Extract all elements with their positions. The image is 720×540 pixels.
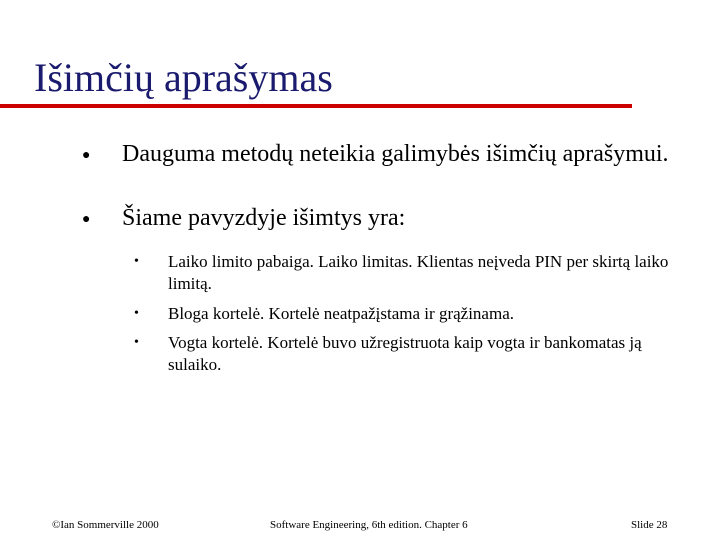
bullet-text: Dauguma metodų neteikia galimybės išimčių aprašymui. <box>122 141 669 167</box>
sub-bullet-text: Laiko limito pabaiga. Laiko limitas. Klientas neįveda PIN per skirtą laiko limitą. <box>168 252 669 293</box>
footer-copyright: ©Ian Sommerville 2000 <box>52 519 159 531</box>
bullet-text: Šiame pavyzdyje išimtys yra: <box>122 205 406 231</box>
footer-slide-number: Slide 28 <box>631 519 668 531</box>
sub-bullet-dot-icon: • <box>134 254 139 269</box>
slide-title: Išimčių aprašymas <box>34 55 333 100</box>
title-underline <box>0 104 632 108</box>
bullet-dot-icon: ● <box>82 212 91 227</box>
bullet-dot-icon: ● <box>82 148 91 163</box>
sub-bullet-text: Bloga kortelė. Kortelė neatpažįstama ir grąžinama. <box>168 304 514 323</box>
sub-bullet-dot-icon: • <box>134 335 139 350</box>
footer-book-title: Software Engineering, 6th edition. Chapter 6 <box>270 519 468 531</box>
sub-bullet-text: Vogta kortelė. Kortelė buvo užregistruota kaip vogta ir bankomatas ją sulaiko. <box>168 333 642 374</box>
sub-bullet-dot-icon: • <box>134 306 139 321</box>
